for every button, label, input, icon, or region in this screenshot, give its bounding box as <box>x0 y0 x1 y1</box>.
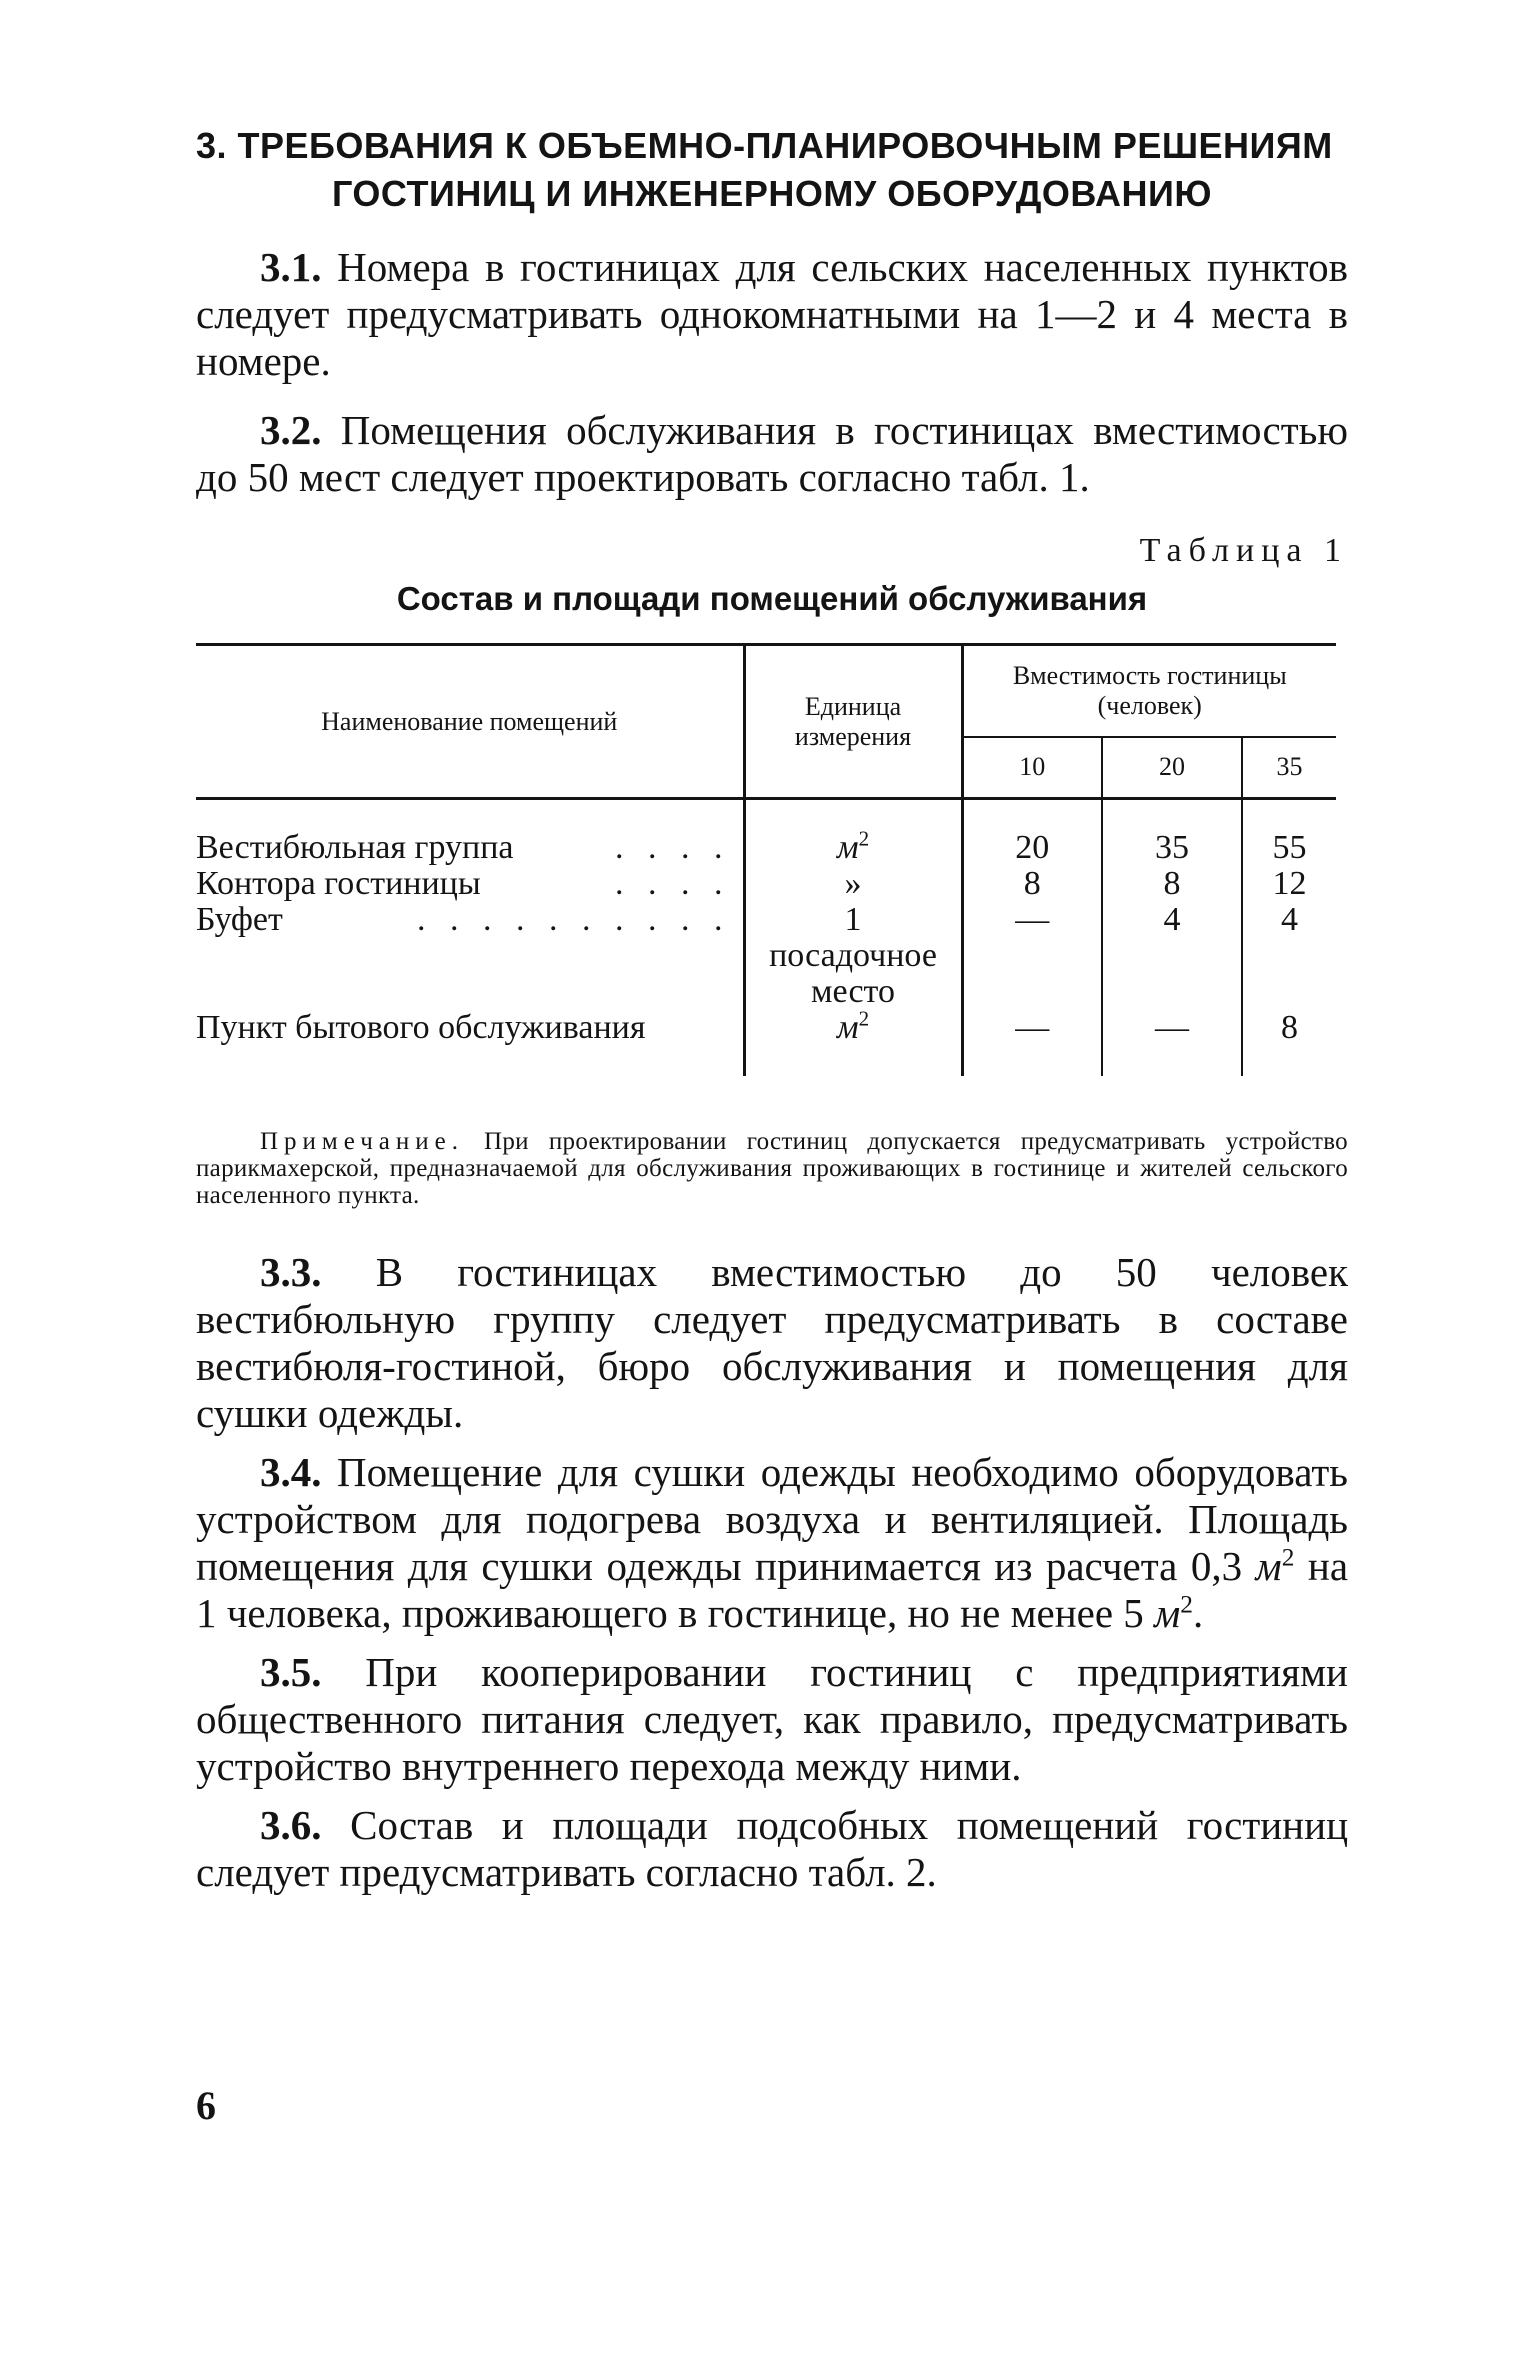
paragraph-3-4-exponent-2: 2 <box>1180 1590 1193 1619</box>
section-heading-line-2: ГОСТИНИЦ И ИНЖЕНЕРНОМУ ОБОРУДОВАНИЮ <box>331 173 1213 214</box>
row-unit-exponent: 2 <box>858 1006 870 1031</box>
table-row <box>196 799 1336 867</box>
section-heading <box>196 122 1348 218</box>
paragraph-3-2-number: 3.2. <box>260 407 322 453</box>
table-label: Таблица 1 <box>1139 532 1348 569</box>
services-table <box>196 643 1336 1076</box>
row-name: Вестибюльная группа <box>196 829 514 866</box>
paragraph-3-3-number: 3.3. <box>260 1249 322 1295</box>
table-title: Состав и площади помещений обслуживания <box>396 580 1148 617</box>
header-col-35: 35 <box>1242 737 1336 799</box>
header-unit: Единица измерения <box>744 645 962 799</box>
paragraph-3-6-text: Состав и площади подсобных помещений гостиниц следует предусматривать согласно табл. 2. <box>196 1802 1349 1895</box>
paragraph-3-2-text: Помещения обслуживания в гостиницах вместимостью до 50 мест следует проектировать согласно табл. 1. <box>196 407 1348 500</box>
paragraph-3-4-end: . <box>1192 1590 1204 1636</box>
row-unit-exponent: 2 <box>858 826 870 851</box>
paragraph-3-3 <box>196 1249 1348 1437</box>
row-value-10: — <box>962 902 1102 1010</box>
table-row <box>196 1010 1336 1076</box>
header-room-name: Наименование помещений <box>196 645 744 799</box>
paragraph-3-5-number: 3.5. <box>260 1649 322 1695</box>
paragraph-3-6 <box>196 1802 1348 1896</box>
table-row <box>196 866 1336 902</box>
paragraph-3-3-text: В гостиницах вместимостью до 50 человек вестибюльную группу следует предусматривать в составе вестибюля-гостиной, бюро обслуживания и помещения для сушки одежды. <box>196 1249 1349 1436</box>
row-unit: » <box>844 865 862 902</box>
row-name: Пункт бытового обслуживания <box>196 1009 646 1046</box>
header-capacity: Вместимость гостиницы (человек) <box>962 645 1336 737</box>
paragraph-3-5-text: При кооперировании гостиниц с предприятиями общественного питания следует, как правило, предусматривать устройство внутреннего перехода между ними. <box>196 1649 1348 1789</box>
page-number: 6 <box>196 2083 216 2128</box>
row-name: Контора гостиницы <box>196 865 481 902</box>
row-value-35: 4 <box>1242 902 1336 1010</box>
row-unit: м <box>836 829 859 866</box>
header-col-20: 20 <box>1102 737 1242 799</box>
paragraph-3-4 <box>196 1449 1348 1637</box>
paragraph-3-2 <box>196 407 1348 501</box>
section-heading-line-1: 3. ТРЕБОВАНИЯ К ОБЪЕМНО-ПЛАНИРОВОЧНЫМ РЕШЕНИЯМ <box>196 125 1333 166</box>
row-value-20: 35 <box>1102 799 1242 867</box>
paragraph-3-4-number: 3.4. <box>260 1449 322 1495</box>
paragraph-3-1-text: Номера в гостиницах для сельских населенных пунктов следует предусматривать однокомнатными на 1—2 и 4 места в номере. <box>196 244 1348 384</box>
row-unit: м <box>836 1009 859 1046</box>
row-value-20: 4 <box>1102 902 1242 1010</box>
header-col-10: 10 <box>962 737 1102 799</box>
row-value-35: 55 <box>1242 799 1336 867</box>
row-value-20: 8 <box>1102 866 1242 902</box>
table-row <box>196 902 1336 1010</box>
row-value-10: 8 <box>962 866 1102 902</box>
row-name: Буфет <box>196 901 283 938</box>
paragraph-3-4-text-b: на 1 человека, проживающего в гостинице, но не менее 5 <box>196 1543 1349 1636</box>
row-value-10: 20 <box>962 799 1102 867</box>
row-unit: 1 посадочное место <box>769 901 937 1010</box>
paragraph-3-5 <box>196 1649 1348 1790</box>
row-value-35: 8 <box>1242 1010 1336 1076</box>
paragraph-3-4-unit-1: м <box>1255 1543 1282 1589</box>
row-leader-dots: . . . . <box>615 865 731 902</box>
paragraph-3-4-exponent-1: 2 <box>1281 1543 1295 1572</box>
document-page <box>196 122 1348 1896</box>
row-value-35: 12 <box>1242 866 1336 902</box>
paragraph-3-4-unit-2: м <box>1154 1590 1181 1636</box>
row-value-20: — <box>1102 1010 1242 1076</box>
row-value-10: — <box>962 1010 1102 1076</box>
row-leader-dots: . . . . <box>615 829 731 866</box>
paragraph-3-1 <box>196 244 1348 385</box>
note-label: Примечание. <box>260 1128 465 1155</box>
paragraph-3-4-text-a: Помещение для сушки одежды необходимо оборудовать устройством для подогрева воздуха и вентиляцией. Площадь помещения для сушки одежды принимается из расчета 0,3 <box>196 1449 1348 1589</box>
table-note <box>196 1128 1348 1209</box>
row-leader-dots: . . . . . . . . . . <box>417 901 731 938</box>
note-text: При проектировании гостиниц допускается предусматривать устройство парикмахерской, предназначаемой для обслуживания проживающих в гостинице и жителей сельского населенного пункта. <box>196 1128 1348 1209</box>
paragraph-3-6-number: 3.6. <box>260 1802 322 1848</box>
paragraph-3-1-number: 3.1. <box>260 244 322 290</box>
